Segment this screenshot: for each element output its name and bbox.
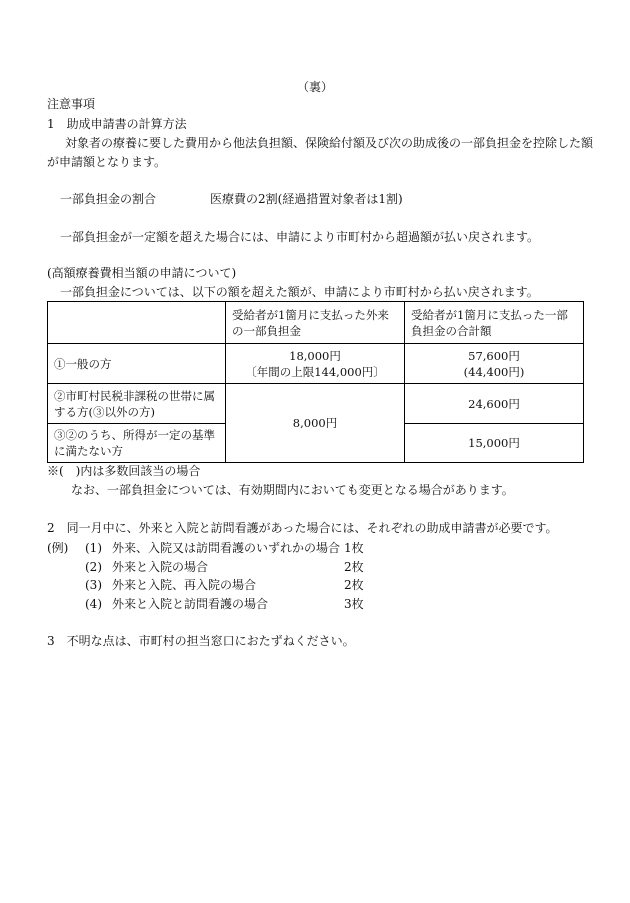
section1-heading: 1 助成申請書の計算方法 <box>47 117 187 131</box>
example-number: (4) <box>85 597 102 611</box>
change-note: なお、一部負担金については、有効期間内においても変更となる場合があります。 <box>71 483 514 497</box>
table-header-total: 受給者が1箇月に支払った一部負担金の合計額 <box>405 302 584 344</box>
list-item <box>0 577 630 593</box>
row-total-cell <box>405 344 584 384</box>
table-footnote: ※( )内は多数回該当の場合 <box>47 464 201 478</box>
list-item <box>0 540 630 556</box>
copay-ratio-value: 医療費の2割(経過措置対象者は1割) <box>210 192 403 206</box>
total-amount: 57,600円 <box>468 348 520 363</box>
section1-body-line1: 対象者の療養に要した費用から他法負担額、保険給付額及び次の助成後の一部負担金を控除した額 <box>65 136 594 150</box>
section3-heading: 3 不明な点は、市町村の担当窓口におたずねください。 <box>47 634 355 648</box>
example-count: 3枚 <box>344 597 364 611</box>
row-category: ①一般の方 <box>48 344 226 384</box>
row-category: ②市町村民税非課税の世帯に属する方(③以外の方) <box>48 384 226 424</box>
example-number: (3) <box>85 578 102 592</box>
example-text: 外来、入院又は訪問看護のいずれかの場合 <box>112 541 341 555</box>
list-item <box>0 596 630 612</box>
table-header-outpatient: 受給者が1箇月に支払った外来の一部負担金 <box>226 302 405 344</box>
row-category: ③②のうち、所得が一定の基準に満たない方 <box>48 424 226 463</box>
row-total-cell <box>405 384 584 424</box>
example-number: (2) <box>85 560 102 574</box>
example-text: 外来と入院と訪問看護の場合 <box>112 597 269 611</box>
example-number: (1) <box>85 541 102 555</box>
high-cost-intro: 一部負担金については、以下の額を超えた額が、申請により市町村から払い戻されます。 <box>60 285 539 299</box>
refund-threshold-table <box>47 301 584 463</box>
table-header-category <box>48 302 226 344</box>
row-outpatient-cell <box>226 344 405 384</box>
table-row <box>48 384 584 424</box>
page-side-label: （裏） <box>296 80 333 94</box>
example-count: 2枚 <box>344 578 364 592</box>
row-total-cell <box>405 424 584 463</box>
section1-body-line2: が申請額となります。 <box>47 155 167 169</box>
table-row <box>48 344 584 384</box>
example-count: 1枚 <box>344 541 364 555</box>
total-amount: 15,000円 <box>468 436 520 450</box>
outpatient-amount: 18,000円 <box>289 348 341 363</box>
example-text: 外来と入院、再入院の場合 <box>112 578 257 592</box>
total-amount: 24,600円 <box>468 396 520 411</box>
example-count: 2枚 <box>344 560 364 574</box>
row-outpatient-cell-merged <box>226 384 405 463</box>
list-item <box>0 559 630 575</box>
example-text: 外来と入院の場合 <box>112 560 209 574</box>
outpatient-annual-cap: 〔年間の上限144,000円〕 <box>245 364 385 379</box>
outpatient-amount: 8,000円 <box>292 416 338 430</box>
section2-heading: 2 同一月中に、外来と入院と訪問看護があった場合には、それぞれの助成申請書が必要です。 <box>47 521 558 535</box>
refund-note: 一部負担金が一定額を超えた場合には、申請により市町村から超過額が払い戻されます。 <box>60 230 540 244</box>
total-multiple-amount: (44,400円) <box>463 364 525 379</box>
table-header-row <box>48 302 584 344</box>
notes-heading: 注意事項 <box>47 97 96 111</box>
copay-ratio-label: 一部負担金の割合 <box>60 192 157 206</box>
high-cost-heading: (高額療養費相当額の申請について) <box>47 266 237 280</box>
example-label: (例) <box>47 541 69 555</box>
